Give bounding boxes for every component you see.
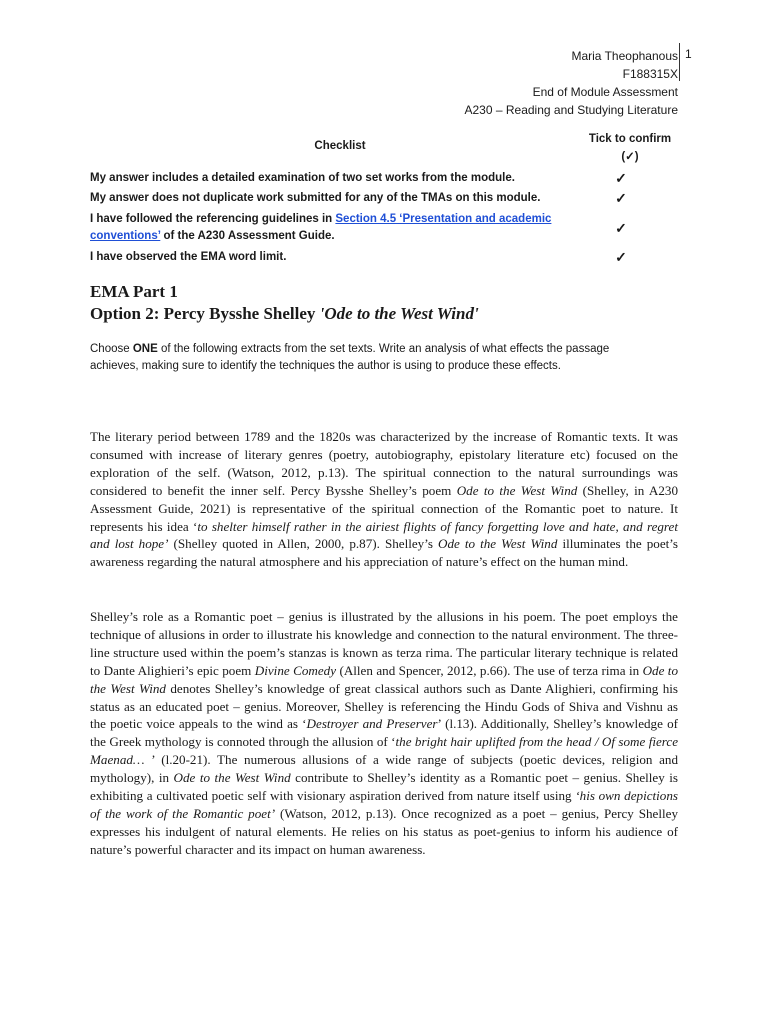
author-name: Maria Theophanous: [571, 49, 678, 63]
checkmark-icon: ✓: [615, 219, 627, 236]
checkmark-icon: ✓: [615, 248, 627, 265]
checklist-item-text-after: of the A230 Assessment Guide.: [160, 230, 335, 242]
option-title-work: 'Ode to the West Wind': [319, 304, 479, 323]
ema-heading: [90, 281, 479, 325]
instructions-text: Choose: [90, 343, 133, 355]
checklist-row: [90, 209, 680, 247]
paragraph-text: The literary period between 1789 and the 1820s was characterized by the increase of Romantic texts. It was consumed with increase of literary genres (poetry, autobiography, epistolary literature etc) focused on the exploration of the self. (Watson, 2012, p.13). The spiritual connection to the natural surroundings was considered to benefit the inner self. Percy Bysshe Shelley’s poem: [90, 429, 678, 498]
page-number: 1: [685, 47, 692, 61]
work-title: Ode to the West Wind: [90, 662, 678, 696]
work-title: Ode to the West Wind: [173, 770, 291, 786]
checklist-table: [90, 128, 680, 267]
checklist-row: [90, 188, 680, 209]
work-title: Ode to the West Wind: [456, 482, 578, 498]
option-title: [90, 303, 479, 325]
quotation: the bright hair uplifted from the head / Of some fierce Maenad…: [90, 734, 679, 768]
paragraph-text: denotes Shelley’s knowledge of great classical authors such as Dante Alighieri, confirming his status as an educated poet – genius. Moreover, Shelley is referencing the Hindu Gods of Shiva and Vishnu as the poetic voice appeals to the wind as ‘: [90, 680, 678, 732]
tick-heading-symbol: (✓): [621, 151, 639, 163]
paragraph-text: (Watson, 2012, p.13). Once recognized as a poet – genius, Percy Shelley expresses his indulgent of natural elements. He relies on his status as poet-genius to inform his audience of nature’s powerful character and its impact on human awareness.: [90, 805, 678, 857]
checklist-row: [90, 247, 680, 267]
checklist-row: [90, 168, 680, 188]
checklist-heading: Checklist: [314, 140, 366, 152]
ema-part-title: EMA Part 1: [90, 282, 178, 301]
assessment-guide-link[interactable]: Section 4.5 ‘Presentation and academic conventions’: [90, 213, 552, 242]
task-instructions: [90, 341, 650, 375]
checklist-item-text-before: I have followed the referencing guidelines in: [90, 213, 336, 225]
checkmark-icon: ✓: [615, 190, 627, 206]
paragraph-text: (Shelley, in A230 Assessment Guide, 2021) is representative of the spiritual connection of the Romantic poet to nature. It represents his idea ‘: [90, 482, 678, 534]
student-id: F188315X: [622, 67, 678, 81]
body-paragraph-1: [90, 428, 678, 571]
work-title: Divine Comedy: [254, 662, 337, 678]
paragraph-text: Shelley’s role as a Romantic poet – genius is illustrated by the allusions in his poem. The poet employs the technique of allusions in order to illustrate his knowledge and connection to the natural environment. The three-line structure used within the poem’s stanzas is known as terza rima. The particular literary technique is related to Dante Alighieri’s epic poem: [90, 609, 678, 678]
option-title-prefix: Option 2: Percy Bysshe Shelley: [90, 304, 320, 323]
paragraph-text: illuminates the poet’s awareness regarding the natural atmosphere and his appreciation of nature’s effect on the human mind.: [90, 536, 679, 570]
instructions-emphasis: ONE: [132, 343, 158, 355]
paragraph-text: ’ (l.20-21). The numerous allusions of a wide range of subjects (poetic devices, religion and mythology), in: [90, 752, 678, 786]
tick-column-heading: [570, 130, 690, 166]
work-title: Ode to the West Wind: [438, 536, 558, 552]
paragraph-text: (Shelley quoted in Allen, 2000, p.87). Shelley’s: [168, 536, 439, 552]
checkmark-icon: ✓: [615, 169, 627, 186]
quotation: ‘his own depictions of the work of the Romantic poet’: [90, 788, 678, 821]
quotation: Destroyer and Preserver: [306, 716, 438, 732]
checklist-item-text: My answer includes a detailed examination of two set works from the module.: [90, 171, 515, 184]
checklist-item-text: My answer does not duplicate work submitted for any of the TMAs on this module.: [90, 192, 541, 204]
assessment-title: End of Module Assessment: [532, 85, 678, 99]
checklist-item-text: [90, 211, 562, 245]
document-header: [465, 47, 679, 119]
body-paragraph-2: [90, 608, 678, 859]
paragraph-text: contribute to Shelley’s identity as a Romantic poet – genius. Shelley is exhibiting a cultivated poetic self with visionary aspiration derived from nature itself using: [90, 770, 679, 804]
tick-heading-label: Tick to confirm: [588, 133, 672, 145]
checklist-header-row: [90, 128, 680, 168]
header-divider: [679, 43, 680, 81]
quotation: to shelter himself rather in the airiest flights of fancy forgetting love and hate, and regret and lost hope’: [90, 518, 678, 552]
module-title: A230 – Reading and Studying Literature: [464, 103, 678, 117]
instructions-text: of the following extracts from the set texts. Write an analysis of what effects the passage achieves, making sure to identify the techniques the author is using to produce these effects.: [90, 343, 610, 372]
checklist-item-text: I have observed the EMA word limit.: [90, 250, 287, 263]
paragraph-text: ’ (l.13). Additionally, Shelley’s knowledge of the Greek mythology is connoted through the allusion of ‘: [90, 716, 678, 750]
paragraph-text: (Allen and Spencer, 2012, p.66). The use of terza rima in: [336, 662, 643, 678]
